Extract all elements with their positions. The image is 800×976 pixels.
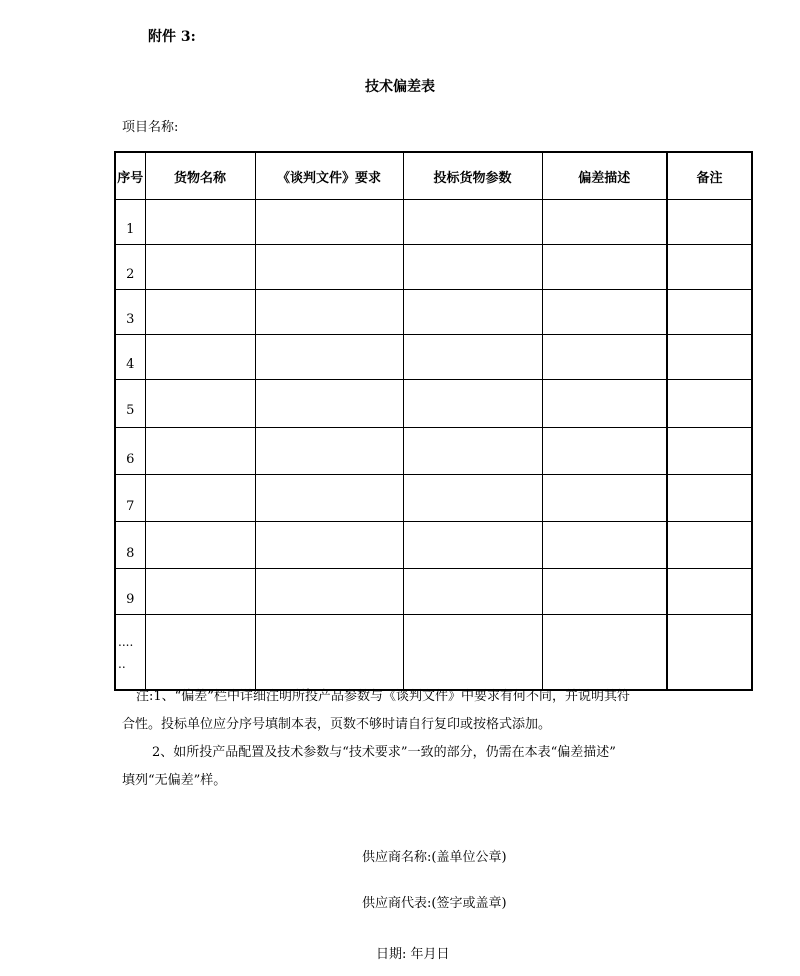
requirement-cell[interactable] — [255, 615, 403, 690]
remarks-cell[interactable] — [667, 245, 752, 290]
deviation-cell[interactable] — [542, 569, 667, 615]
table-header-row — [115, 152, 752, 200]
requirement-cell[interactable] — [255, 200, 403, 245]
parameter-cell[interactable] — [403, 335, 542, 380]
deviation-cell[interactable] — [542, 290, 667, 335]
table-row — [115, 475, 752, 522]
deviation-cell[interactable] — [542, 200, 667, 245]
parameter-cell[interactable] — [403, 569, 542, 615]
row-number: 7 — [115, 475, 145, 522]
table-row — [115, 522, 752, 569]
goods-name-cell[interactable] — [145, 615, 255, 690]
row-number: 8 — [115, 522, 145, 569]
row-number: 3 — [115, 290, 145, 335]
requirement-cell[interactable] — [255, 245, 403, 290]
header-goods-name: 货物名称 — [145, 152, 255, 200]
remarks-cell[interactable] — [667, 380, 752, 428]
date-label: 日期: 年月日 — [376, 947, 450, 962]
deviation-cell[interactable] — [542, 428, 667, 475]
requirement-cell[interactable] — [255, 428, 403, 475]
deviation-cell[interactable] — [542, 380, 667, 428]
row-number: 2 — [115, 245, 145, 290]
goods-name-cell[interactable] — [145, 290, 255, 335]
row-number: 6 — [115, 428, 145, 475]
deviation-table — [114, 151, 753, 691]
note-2-line-2: 填列“无偏差”样。 — [122, 773, 227, 788]
parameter-cell[interactable] — [403, 380, 542, 428]
parameter-cell[interactable] — [403, 522, 542, 569]
goods-name-cell[interactable] — [145, 380, 255, 428]
header-remarks: 备注 — [667, 152, 752, 200]
remarks-cell[interactable] — [667, 290, 752, 335]
continuation-mark: .. — [118, 657, 126, 671]
requirement-cell[interactable] — [255, 290, 403, 335]
continuation-mark: .... — [118, 635, 134, 649]
requirement-cell[interactable] — [255, 522, 403, 569]
parameter-cell[interactable] — [403, 245, 542, 290]
header-bid-parameters: 投标货物参数 — [403, 152, 542, 200]
remarks-cell[interactable] — [667, 475, 752, 522]
header-deviation-description: 偏差描述 — [542, 152, 667, 200]
goods-name-cell[interactable] — [145, 475, 255, 522]
row-number: 5 — [115, 380, 145, 428]
header-document-requirement: 《谈判文件》要求 — [255, 152, 403, 200]
parameter-cell[interactable] — [403, 428, 542, 475]
table-row — [115, 290, 752, 335]
table-row — [115, 245, 752, 290]
table-row — [115, 200, 752, 245]
table-row — [115, 428, 752, 475]
remarks-cell[interactable] — [667, 335, 752, 380]
parameter-cell[interactable] — [403, 290, 542, 335]
deviation-cell[interactable] — [542, 245, 667, 290]
goods-name-cell[interactable] — [145, 522, 255, 569]
requirement-cell[interactable] — [255, 569, 403, 615]
remarks-cell[interactable] — [667, 428, 752, 475]
parameter-cell[interactable] — [403, 200, 542, 245]
row-number: 4 — [115, 335, 145, 380]
project-name-label: 项目名称: — [122, 120, 179, 135]
goods-name-cell[interactable] — [145, 245, 255, 290]
table-row — [115, 615, 752, 690]
table-row — [115, 380, 752, 428]
goods-name-cell[interactable] — [145, 335, 255, 380]
supplier-representative-label: 供应商代表:(签字或盖章) — [362, 896, 507, 911]
deviation-cell[interactable] — [542, 475, 667, 522]
document-title: 技术偏差表 — [365, 79, 435, 95]
row-number: 9 — [115, 569, 145, 615]
supplier-name-label: 供应商名称:(盖单位公章) — [362, 850, 507, 865]
requirement-cell[interactable] — [255, 335, 403, 380]
deviation-cell[interactable] — [542, 615, 667, 690]
row-number: 1 — [115, 200, 145, 245]
requirement-cell[interactable] — [255, 380, 403, 428]
goods-name-cell[interactable] — [145, 428, 255, 475]
note-2-line-1: 2、如所投产品配置及技术参数与“技术要求”一致的部分，仍需在本表“偏差描述” — [152, 745, 616, 760]
remarks-cell[interactable] — [667, 200, 752, 245]
note-1-line-2: 合性。投标单位应分序号填制本表，页数不够时请自行复印或按格式添加。 — [122, 717, 552, 732]
header-serial: 序号 — [115, 152, 145, 200]
remarks-cell[interactable] — [667, 569, 752, 615]
table-row — [115, 569, 752, 615]
parameter-cell[interactable] — [403, 475, 542, 522]
note-1-line-1: 注:1、“偏差”栏中详细注明所投产品参数与《谈判文件》中要求有何不同，并说明其符 — [136, 689, 630, 704]
attachment-label: 附件 3: — [148, 29, 196, 45]
table-row — [115, 335, 752, 380]
remarks-cell[interactable] — [667, 522, 752, 569]
goods-name-cell[interactable] — [145, 200, 255, 245]
parameter-cell[interactable] — [403, 615, 542, 690]
goods-name-cell[interactable] — [145, 569, 255, 615]
requirement-cell[interactable] — [255, 475, 403, 522]
deviation-cell[interactable] — [542, 522, 667, 569]
remarks-cell[interactable] — [667, 615, 752, 690]
deviation-cell[interactable] — [542, 335, 667, 380]
row-number-continued — [115, 615, 145, 690]
